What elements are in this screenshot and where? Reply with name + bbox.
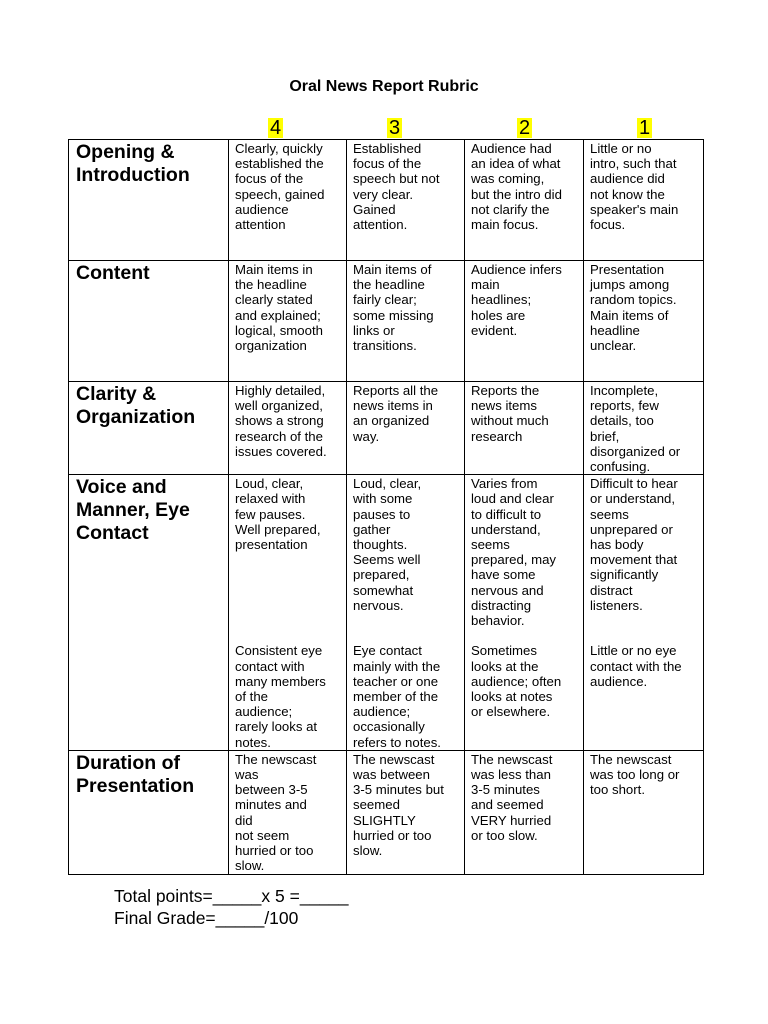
final-grade-line: Final Grade=_____/100 [114,908,299,928]
score-header-4: 4 [270,117,282,139]
table-row [69,140,704,261]
rubric-cell: The newscast was between 3-5 minutes and did not seem hurried or too slow. [229,750,347,874]
rubric-cell: Loud, clear, relaxed with few pauses. Well prepared, presentation Consistent eye contact with many members of the audience; rarely looks at notes. [229,475,347,751]
page-title: Oral News Report Rubric [289,78,479,95]
rubric-cell: The newscast was between 3-5 minutes but seemed SLIGHTLY hurried or too slow. [347,750,465,874]
rubric-cell: Little or no intro, such that audience did not know the speaker's main focus. [584,140,704,261]
rubric-cell: Highly detailed, well organized, shows a strong research of the issues covered. [229,382,347,475]
rubric-cell: Incomplete, reports, few details, too brief, disorganized or confusing. [584,382,704,475]
rubric-cell: Clearly, quickly established the focus of the speech, gained audience attention [229,140,347,261]
category-label: Opening & Introduction [69,140,229,261]
total-points-line: Total points=_____x 5 =_____ [114,886,349,906]
rubric-table [68,139,704,875]
rubric-cell: Audience had an idea of what was coming, but the intro did not clarify the main focus. [465,140,584,261]
grade-summary [114,885,349,929]
score-header-1: 1 [639,117,651,139]
table-row [69,750,704,874]
rubric-cell: Audience infers main headlines; holes are evident. [465,261,584,382]
rubric-cell: Difficult to hear or understand, seems unprepared or has body movement that significantly distract listeners. Little or no eye contact with the audience. [584,475,704,751]
rubric-cell: The newscast was too long or too short. [584,750,704,874]
rubric-cell: Established focus of the speech but not very clear. Gained attention. [347,140,465,261]
table-row [69,475,704,751]
score-header-2: 2 [519,117,531,139]
rubric-cell: Presentation jumps among random topics. Main items of headline unclear. [584,261,704,382]
table-row [69,261,704,382]
table-row [69,382,704,475]
rubric-cell: Loud, clear, with some pauses to gather thoughts. Seems well prepared, somewhat nervous. Eye contact mainly with the teacher or one member of the audience; occasionally refers to notes. [347,475,465,751]
score-header-3: 3 [389,117,401,139]
category-label: Clarity & Organization [69,382,229,475]
rubric-cell: The newscast was less than 3-5 minutes and seemed VERY hurried or too slow. [465,750,584,874]
category-label: Voice and Manner, Eye Contact [69,475,229,751]
rubric-cell: Reports the news items without much research [465,382,584,475]
rubric-cell: Reports all the news items in an organized way. [347,382,465,475]
category-label: Duration of Presentation [69,750,229,874]
category-label: Content [69,261,229,382]
rubric-cell: Main items in the headline clearly stated and explained; logical, smooth organization [229,261,347,382]
rubric-cell: Main items of the headline fairly clear; some missing links or transitions. [347,261,465,382]
rubric-cell: Varies from loud and clear to difficult to understand, seems prepared, may have some nervous and distracting behavior. Sometimes looks at the audience; often looks at notes or elsewhere. [465,475,584,751]
